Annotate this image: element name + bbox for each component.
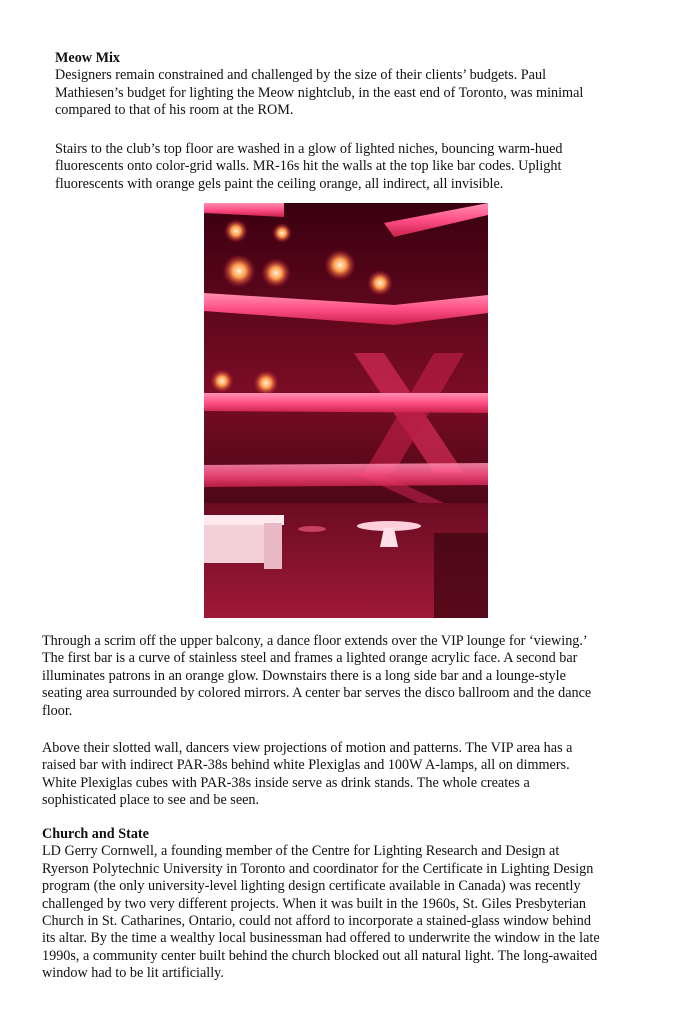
paragraph-line: White Plexiglas cubes with PAR-38s inside serve as drink stands. The whole creates a [42, 774, 530, 791]
paragraph-line: window had to be lit artificially. [42, 965, 224, 982]
paragraph-line: its altar. By the time a wealthy local businessman had offered to underwrite the window in the late [42, 930, 600, 947]
meow-mix-heading: Meow Mix [55, 50, 121, 66]
paragraph-line: The first bar is a curve of stainless steel and frames a lighted orange acrylic face. A second bar [42, 650, 578, 667]
paragraph-line: program (the only university-level lighting design certificate available in Canada) was recently [42, 878, 581, 895]
paragraph-line: sophisticated place to see and be seen. [42, 792, 260, 809]
lamp-glow [224, 219, 248, 243]
nightclub-photo-svg [204, 203, 488, 618]
paragraph-line: Ryerson Polytechnic University in Toronto and coordinator for the Certificate in Lighting Design [42, 860, 594, 877]
meow-mix-paragraph-2 [55, 141, 655, 193]
paragraph-line: raised bar with indirect PAR-38s behind white Plexiglas and 100W A-lamps, all on dimmers. [42, 757, 570, 774]
lamp-glow [272, 223, 292, 243]
glowing-band [204, 463, 488, 487]
paragraph-line: Through a scrim off the upper balcony, a dance floor extends over the VIP lounge for ‘viewing.’ [42, 633, 588, 649]
lamp-glow [210, 369, 234, 393]
paragraph-line: illuminates patrons in an orange glow. Downstairs there is a long side bar and a lounge-style [42, 667, 566, 684]
nightclub-photo [204, 203, 488, 618]
paragraph-line: floor. [42, 702, 73, 719]
paragraph-after-photo-1 [42, 633, 662, 720]
paragraph-line: Above their slotted wall, dancers view projections of motion and patterns. The VIP area has a [42, 740, 573, 756]
meow-mix-line: compared to that of his room at the ROM. [55, 102, 294, 119]
lamp-glow [261, 258, 291, 288]
meow-mix-section [55, 50, 655, 120]
paragraph-line: Stairs to the club’s top floor are washed in a glow of lighted niches, bouncing warm-hued [55, 141, 563, 157]
meow-mix-line: Designers remain constrained and challenged by the size of their clients’ budgets. Paul [55, 67, 547, 84]
paragraph-line: fluorescents onto color-grid walls. MR-16s hit the walls at the top like bar codes. Uplight [55, 158, 562, 175]
paragraph-line: fluorescents with orange gels paint the ceiling orange, all indirect, all invisible. [55, 175, 504, 192]
paragraph-line: challenged by two very different projects. When it was built in the 1960s, St. Giles Presbyterian [42, 895, 587, 912]
glowing-band [204, 393, 488, 413]
paragraph-line: LD Gerry Cornwell, a founding member of the Centre for Lighting Research and Design at [42, 843, 560, 860]
paragraph-after-photo-2 [42, 740, 662, 810]
church-and-state-section [42, 826, 662, 983]
lamp-glow [367, 270, 393, 296]
paragraph-line: 1990s, a community center built behind the church blocked out all natural light. The long-awaited [42, 947, 598, 964]
dark-column [434, 533, 488, 618]
lamp-glow [222, 254, 256, 288]
church-and-state-heading: Church and State [42, 826, 149, 842]
chair-arm [264, 523, 282, 569]
side-table [298, 526, 326, 532]
lamp-glow [324, 249, 356, 281]
paragraph-line: seating area surrounded by colored mirrors. A center bar serves the disco ballroom and the dance [42, 685, 592, 702]
lamp-glow [253, 370, 279, 396]
paragraph-line: Church in St. Catharines, Ontario, could not afford to incorporate a stained-glass window behind [42, 913, 591, 930]
meow-mix-line: Mathiesen’s budget for lighting the Meow nightclub, in the east end of Toronto, was minimal [55, 84, 584, 101]
